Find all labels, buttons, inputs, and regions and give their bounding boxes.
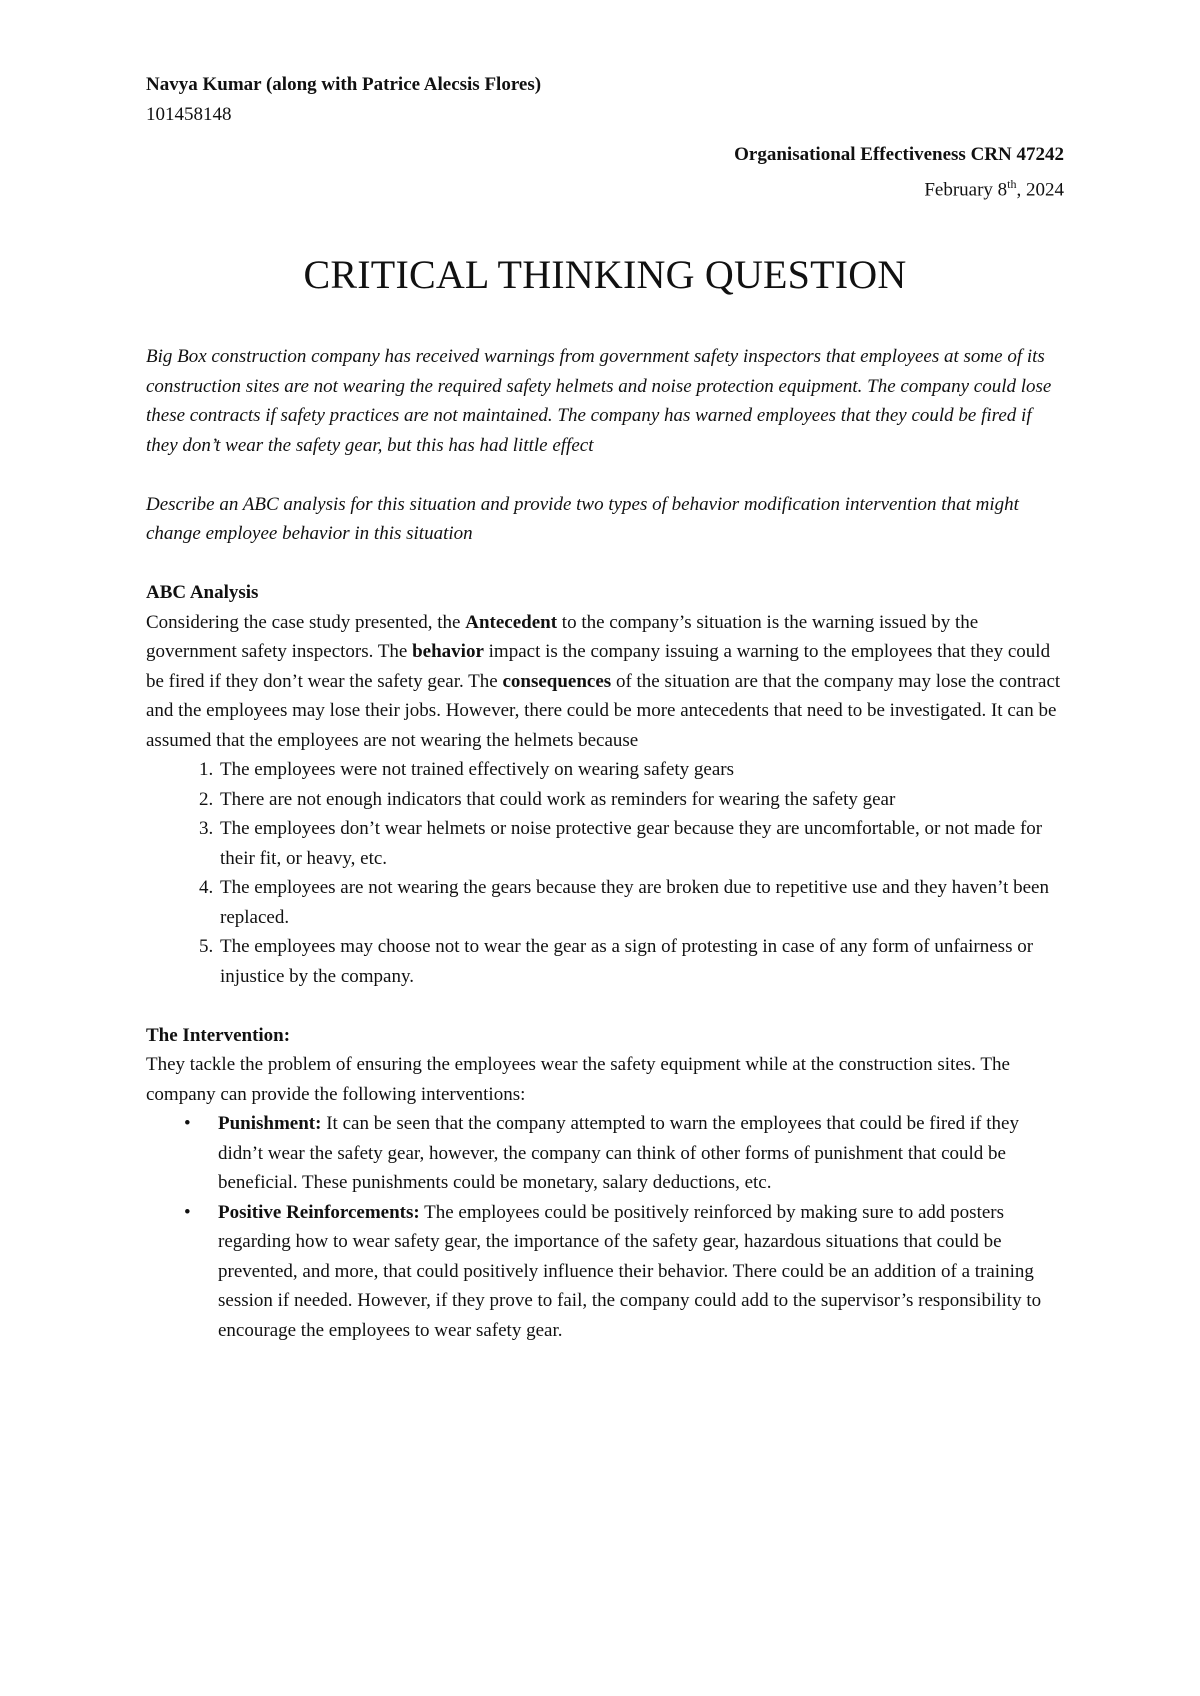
- abc-paragraph: [146, 608, 1064, 756]
- intervention-label: Positive Reinforcements:: [218, 1201, 420, 1223]
- behavior-term: behavior: [412, 641, 484, 663]
- list-item-positive-reinforcements: [184, 1198, 1064, 1346]
- intervention-intro: [146, 1050, 1064, 1109]
- abc-text-part: to the company’s situation is the warning issued by the government safety inspectors. The: [146, 611, 979, 663]
- antecedent-term: Antecedent: [465, 611, 558, 633]
- list-item: 5. The employees may choose not to wear the gear as a sign of protesting in case of any form of unfairness or injustice by the company.: [218, 932, 1064, 991]
- bullet-icon: •: [184, 1113, 191, 1135]
- question-scenario: Big Box construction company has received warnings from government safety inspectors that employees at some of its construction sites are not wearing the required safety helmets and noise protection equipment. The company could lose these contracts if safety practices are not maintained. The company has warned employees that they could be fired if they don’t wear the safety gear, but this has had little effect: [146, 346, 1052, 456]
- antecedent-causes-list: [146, 755, 1064, 991]
- question-block: [146, 342, 1064, 549]
- abc-text-part: impact is the company issuing a warning to the employees that they could be fired if they don’t wear the safety gear. The: [146, 641, 1051, 692]
- interventions-list: [146, 1109, 1064, 1345]
- course-info: [146, 140, 1064, 204]
- list-item-punishment: [184, 1109, 1064, 1198]
- intervention-text: The employees could be positively reinforced by making sure to add posters regarding how to wear safety gear, the importance of the safety gear, hazardous situations that could be prevented, and more, that could positively influence their behavior. There could be an addition of a training session if needed. However, if they prove to fail, the company could add to the supervisor’s responsibility to encourage the employees to wear safety gear.: [218, 1201, 1042, 1341]
- abc-text-part: Considering the case study presented, the: [146, 611, 466, 633]
- intervention-label: Punishment:: [218, 1113, 322, 1135]
- date-main: February 8: [924, 178, 1008, 200]
- intervention-text: It can be seen that the company attempted to warn the employees that could be fired if they didn’t wear the safety gear, however, the company can think of other forms of punishment that could be beneficial. These punishments could be monetary, salary deductions, etc.: [218, 1113, 1019, 1194]
- list-item: 1. The employees were not trained effectively on wearing safety gears: [218, 755, 1064, 785]
- student-id: 101458148: [146, 103, 232, 125]
- author-line: Navya Kumar (along with Patrice Alecsis Flores): [146, 74, 542, 95]
- course-name: Organisational Effectiveness CRN 47242: [734, 144, 1064, 165]
- bullet-icon: •: [184, 1201, 191, 1223]
- abc-text: [146, 608, 1064, 756]
- intervention-intro-text: They tackle the problem of ensuring the employees wear the safety equipment while at the construction sites. The company can provide the following interventions:: [146, 1054, 1010, 1105]
- question-prompt: Describe an ABC analysis for this situation and provide two types of behavior modification intervention that might change employee behavior in this situation: [146, 493, 1019, 545]
- submission-date: [146, 170, 1064, 205]
- intervention-heading: The Intervention:: [146, 1024, 291, 1046]
- abc-heading: ABC Analysis: [146, 582, 259, 604]
- consequences-term: consequences: [502, 670, 612, 692]
- list-item: 3. The employees don’t wear helmets or noise protective gear because they are uncomfortable, or not made for their fit, or heavy, etc.: [218, 814, 1064, 873]
- abc-text-part: of the situation are that the company may lose the contract and the employees may lose their jobs. However, there could be more antecedents that need to be investigated. It can be assumed that the employees are not wearing the helmets because: [146, 670, 1061, 751]
- list-item: 2. There are not enough indicators that could work as reminders for wearing the safety gear: [218, 785, 1064, 815]
- list-item: 4. The employees are not wearing the gears because they are broken due to repetitive use and they haven’t been replaced.: [218, 873, 1064, 932]
- date-year: , 2024: [1016, 178, 1064, 200]
- page-title: CRITICAL THINKING QUESTION: [303, 252, 907, 298]
- date-suffix: th: [1007, 176, 1017, 191]
